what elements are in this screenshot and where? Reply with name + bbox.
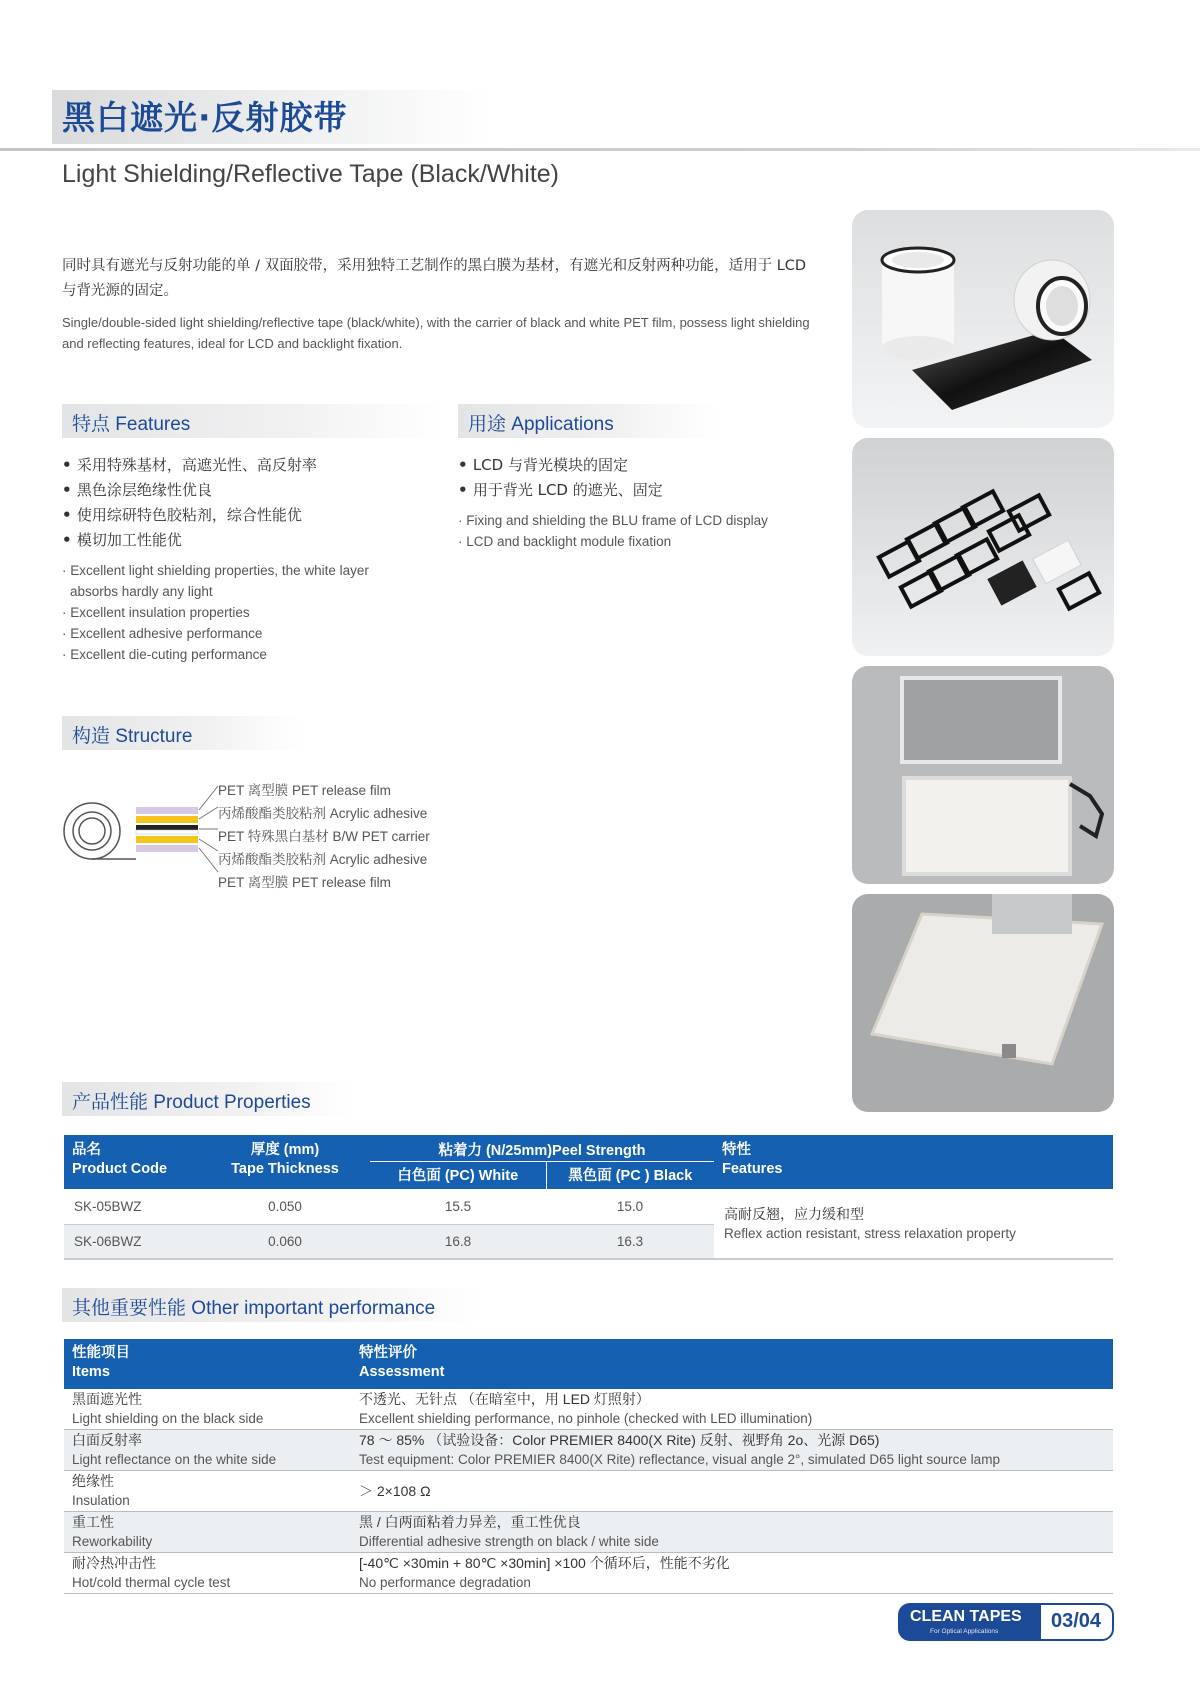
page-number: 03/04: [1051, 1610, 1102, 1632]
structure-heading-en: Structure: [115, 726, 193, 747]
list-item: · LCD and backlight module fixation: [458, 531, 818, 552]
list-item: • 采用特殊基材，高遮光性、高反射率: [62, 453, 422, 478]
list-item: • 用于背光 LCD 的遮光、固定: [458, 478, 818, 503]
layer-label: 丙烯酸酯类胶粘剂 Acrylic adhesive: [218, 852, 428, 867]
features-heading-en: Features: [115, 414, 191, 435]
layer-label: PET 离型膜 PET release film: [218, 875, 391, 890]
layer-stack: [136, 807, 198, 852]
leader-lines: [199, 786, 218, 872]
applications-heading-cn: 用途: [468, 414, 507, 435]
product-properties-table: [64, 1135, 1113, 1260]
backlight-module-photo: [852, 894, 1114, 1112]
other-performance-heading-en: Other important performance: [191, 1298, 436, 1319]
table-row: 重工性 Reworkability 黑 / 白两面粘着力异差，重工性优良 Differential adhesive strength on black / white side: [64, 1512, 1113, 1553]
features-list-cn: [62, 453, 422, 553]
intro-text-cn: 同时具有遮光与反射功能的单 / 双面胶带，采用独特工艺制作的黑白膜为基材，有遮光和反射两种功能，适用于 LCD 与背光源的固定。: [62, 258, 807, 299]
other-performance-heading-cn: 其他重要性能: [72, 1298, 187, 1319]
list-item: • LCD 与背光模块的固定: [458, 453, 818, 478]
list-item: · Fixing and shielding the BLU frame of LCD display: [458, 510, 818, 531]
col-header-white: 白色面 (PC) White: [370, 1162, 546, 1190]
list-item: • 模切加工性能优: [62, 528, 422, 553]
features-heading-cn: 特点: [72, 414, 111, 435]
other-performance-table: [64, 1339, 1113, 1594]
table-row: 绝缘性 Insulation ＞ 2×108 Ω: [64, 1471, 1113, 1512]
brand-tagline: For Optical Applications: [930, 1628, 999, 1635]
page-title-cn: 黑白遮光·反射胶带: [62, 98, 348, 137]
col-header-code: 品名 Product Code: [64, 1135, 200, 1189]
col-header-thickness: 厚度 (mm) Tape Thickness: [200, 1135, 370, 1189]
product-properties-heading-cn: 产品性能: [72, 1092, 149, 1113]
features-list-en: [62, 560, 402, 665]
structure-heading-cn: 构造: [72, 726, 111, 747]
col-header-black: 黑色面 (PC ) Black: [546, 1162, 714, 1190]
table-row: 白面反射率 Light reflectance on the white side 78 ～ 85% （试验设备：Color PREMIER 8400(X Rite) 反射、视野角 2o、光源 D65) Test equipment: Color PREMIER 8400(X Rite) reflectance, visual angle 2°, simulated D65 light source lamp: [64, 1430, 1113, 1471]
list-item: · Excellent insulation properties: [62, 602, 402, 623]
other-performance-heading: [62, 1288, 482, 1322]
product-properties-heading: [62, 1082, 352, 1116]
tape-rolls-photo: [852, 210, 1114, 428]
list-item: · Excellent light shielding properties, the white layer absorbs hardly any light: [62, 560, 402, 602]
col-header-assessment: 特性评价 Assessment: [351, 1339, 1113, 1389]
die-cut-parts-photo: [852, 438, 1114, 656]
applications-list-cn: [458, 453, 818, 503]
table-row: SK-06BWZ 0.060 16.8 16.3: [64, 1224, 1113, 1259]
lcd-backlight-photo: [852, 666, 1114, 884]
applications-heading: [458, 404, 718, 438]
features-cell: 高耐反翘，应力缓和型 Reflex action resistant, stress relaxation property: [714, 1189, 1113, 1259]
product-properties-heading-en: Product Properties: [153, 1092, 311, 1113]
brand-name: CLEAN TAPES: [910, 1608, 1022, 1625]
footer-badge: [898, 1603, 1114, 1641]
layer-label: PET 特殊黑白基材 B/W PET carrier: [218, 829, 430, 844]
table-row: SK-05BWZ 0.050 15.5 15.0 高耐反翘，应力缓和型 Reflex action resistant, stress relaxation property: [64, 1189, 1113, 1224]
intro-text-en: Single/double-sided light shielding/reflective tape (black/white), with the carrier of black and white PET film, possess light shielding and reflecting features, ideal for LCD and backlight fixation.: [62, 315, 810, 351]
brand-block: [900, 1605, 1038, 1639]
structure-heading: [62, 716, 302, 750]
list-item: · Excellent die-cuting performance: [62, 644, 402, 665]
layer-label: PET 离型膜 PET release film: [218, 783, 391, 798]
list-item: • 黑色涂层绝缘性优良: [62, 478, 422, 503]
col-header-features: 特性 Features: [714, 1135, 1113, 1189]
col-header-items: 性能项目 Items: [64, 1339, 351, 1389]
table-row: 耐冷热冲击性 Hot/cold thermal cycle test [-40℃ ×30min + 80℃ ×30min] ×100 个循环后，性能不劣化 No performance degradation: [64, 1553, 1113, 1594]
page-title-en: Light Shielding/Reflective Tape (Black/White): [62, 160, 560, 188]
col-header-peel: 粘着力 (N/25mm)Peel Strength: [370, 1135, 714, 1162]
page-number-block: [1038, 1605, 1114, 1639]
table-row: 黑面遮光性 Light shielding on the black side 不透光、无针点 （在暗室中，用 LED 灯照射） Excellent shielding performance, no pinhole (checked with LED illumination): [64, 1389, 1113, 1430]
applications-list-en: [458, 510, 818, 552]
tape-structure-diagram: [58, 780, 228, 890]
list-item: • 使用综研特色胶粘剂，综合性能优: [62, 503, 422, 528]
list-item: · Excellent adhesive performance: [62, 623, 402, 644]
applications-heading-en: Applications: [511, 414, 614, 435]
title-rule: [0, 148, 1200, 151]
features-heading: [62, 404, 442, 438]
layer-label: 丙烯酸酯类胶粘剂 Acrylic adhesive: [218, 806, 428, 821]
tape-roll-icon: [64, 803, 136, 859]
